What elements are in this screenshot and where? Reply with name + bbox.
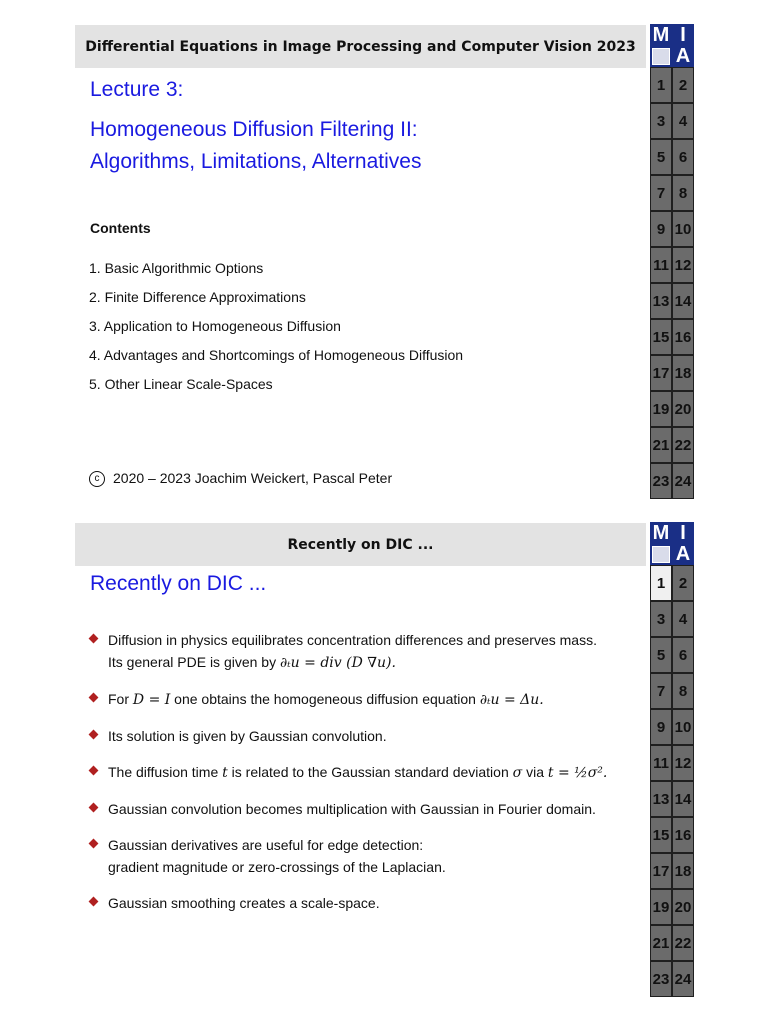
page-link-5[interactable]: 5 xyxy=(650,637,672,673)
page-link-6[interactable]: 6 xyxy=(672,637,694,673)
page-link-4[interactable]: 4 xyxy=(672,601,694,637)
contents-item[interactable]: 4. Advantages and Shortcomings of Homogeneous Diffusion xyxy=(89,347,464,363)
slide-navigation xyxy=(650,24,694,499)
page-number-row xyxy=(650,601,694,637)
page-link-16[interactable]: 16 xyxy=(672,319,694,355)
page-link-17[interactable]: 17 xyxy=(650,355,672,391)
page-number-row xyxy=(650,709,694,745)
bullet-item: The diffusion time t is related to the Gaussian standard deviation σ via t = ½σ². xyxy=(88,761,638,784)
page-link-21[interactable]: 21 xyxy=(650,427,672,463)
page-number-row xyxy=(650,565,694,601)
slide-header: Differential Equations in Image Processing and Computer Vision 2023 xyxy=(75,25,646,68)
slide-title: Recently on DIC ... xyxy=(90,572,267,595)
page-link-20[interactable]: 20 xyxy=(672,391,694,427)
page-number-row xyxy=(650,673,694,709)
university-seal-icon xyxy=(650,45,672,67)
page-number-row xyxy=(650,67,694,103)
page-link-3[interactable]: 3 xyxy=(650,103,672,139)
page-link-5[interactable]: 5 xyxy=(650,139,672,175)
contents-item[interactable]: 3. Application to Homogeneous Diffusion xyxy=(89,318,341,334)
slide-navigation xyxy=(650,522,694,997)
formula: ∂ₜu = div (D ∇u). xyxy=(279,655,396,671)
page-link-12[interactable]: 12 xyxy=(672,247,694,283)
contents-list xyxy=(89,260,463,405)
page-link-4[interactable]: 4 xyxy=(672,103,694,139)
page-link-11[interactable]: 11 xyxy=(650,745,672,781)
page-link-3[interactable]: 3 xyxy=(650,601,672,637)
page-link-17[interactable]: 17 xyxy=(650,853,672,889)
contents-heading: Contents xyxy=(90,220,151,236)
page-link-16[interactable]: 16 xyxy=(672,817,694,853)
page-number-row xyxy=(650,211,694,247)
page-link-18[interactable]: 18 xyxy=(672,853,694,889)
mia-letter-i: I xyxy=(680,23,686,46)
page-number-row xyxy=(650,427,694,463)
page-link-15[interactable]: 15 xyxy=(650,319,672,355)
page-number-row xyxy=(650,817,694,853)
slide-1 xyxy=(0,0,768,500)
mia-letter-m: M xyxy=(652,23,670,46)
page-link-7[interactable]: 7 xyxy=(650,175,672,211)
page-link-23[interactable]: 23 xyxy=(650,961,672,997)
page-number-row xyxy=(650,781,694,817)
bullet-item: Gaussian convolution becomes multiplication with Gaussian in Fourier domain. xyxy=(88,798,638,820)
slide-header: Recently on DIC ... xyxy=(75,523,646,566)
mia-letter-i: I xyxy=(680,521,686,544)
page-number-row xyxy=(650,391,694,427)
lecture-label: Lecture 3: xyxy=(90,78,184,101)
page-number-row xyxy=(650,925,694,961)
mia-letter-a: A xyxy=(675,45,691,67)
page-number-row xyxy=(650,355,694,391)
formula: t xyxy=(222,765,228,781)
bullet-item: Gaussian derivatives are useful for edge detection: gradient magnitude or zero-crossings of the Laplacian. xyxy=(88,834,638,878)
page-number-row xyxy=(650,283,694,319)
page-number-row xyxy=(650,175,694,211)
copyright-line xyxy=(89,470,392,487)
formula: D = I xyxy=(132,692,171,708)
page-number-grid xyxy=(650,565,694,997)
bullet-item: Diffusion in physics equilibrates concentration differences and preserves mass. Its general PDE is given by ∂ₜu = div (D ∇u). xyxy=(88,629,638,674)
mia-logo xyxy=(650,522,694,565)
page-link-10[interactable]: 10 xyxy=(672,709,694,745)
lecture-title-line-1: Homogeneous Diffusion Filtering II: xyxy=(90,118,418,141)
page-link-9[interactable]: 9 xyxy=(650,211,672,247)
bullet-list xyxy=(88,629,638,928)
page-link-1[interactable]: 1 xyxy=(650,67,672,103)
page-link-13[interactable]: 13 xyxy=(650,283,672,319)
page-number-grid xyxy=(650,67,694,499)
contents-item[interactable]: 5. Other Linear Scale-Spaces xyxy=(89,376,273,392)
page-number-row xyxy=(650,103,694,139)
page-link-22[interactable]: 22 xyxy=(672,925,694,961)
page-link-12[interactable]: 12 xyxy=(672,745,694,781)
page-link-20[interactable]: 20 xyxy=(672,889,694,925)
bullet-item: For D = I one obtains the homogeneous diffusion equation ∂ₜu = Δu. xyxy=(88,688,638,711)
page-link-2[interactable]: 2 xyxy=(672,67,694,103)
page-link-23[interactable]: 23 xyxy=(650,463,672,499)
formula: ∂ₜu = Δu. xyxy=(479,692,544,708)
page-link-19[interactable]: 19 xyxy=(650,391,672,427)
page-link-22[interactable]: 22 xyxy=(672,427,694,463)
page-number-row xyxy=(650,319,694,355)
page-link-24[interactable]: 24 xyxy=(672,961,694,997)
page-link-7[interactable]: 7 xyxy=(650,673,672,709)
page-link-18[interactable]: 18 xyxy=(672,355,694,391)
formula: σ xyxy=(512,765,523,781)
page-link-24[interactable]: 24 xyxy=(672,463,694,499)
copyright-text: 2020 – 2023 Joachim Weickert, Pascal Peter xyxy=(113,470,393,486)
mia-letter-m: M xyxy=(652,521,670,544)
page-link-14[interactable]: 14 xyxy=(672,781,694,817)
page-number-row xyxy=(650,961,694,997)
bullet-item: Its solution is given by Gaussian convolution. xyxy=(88,725,638,747)
formula: t = ½σ². xyxy=(547,765,608,781)
contents-item[interactable]: 2. Finite Difference Approximations xyxy=(89,289,306,305)
page-link-9[interactable]: 9 xyxy=(650,709,672,745)
page-number-row xyxy=(650,745,694,781)
page-link-1[interactable]: 1 xyxy=(650,565,672,601)
page-link-11[interactable]: 11 xyxy=(650,247,672,283)
page-number-row xyxy=(650,139,694,175)
page-number-row xyxy=(650,463,694,499)
mia-letter-a: A xyxy=(675,543,691,565)
page-number-row xyxy=(650,637,694,673)
page-link-15[interactable]: 15 xyxy=(650,817,672,853)
page-link-6[interactable]: 6 xyxy=(672,139,694,175)
contents-item[interactable]: 1. Basic Algorithmic Options xyxy=(89,260,264,276)
page-link-8[interactable]: 8 xyxy=(672,673,694,709)
copyright-icon: c xyxy=(89,471,105,487)
page-link-13[interactable]: 13 xyxy=(650,781,672,817)
university-seal-icon xyxy=(650,543,672,565)
lecture-title-line-2: Algorithms, Limitations, Alternatives xyxy=(90,150,422,173)
page-link-19[interactable]: 19 xyxy=(650,889,672,925)
page-link-2[interactable]: 2 xyxy=(672,565,694,601)
mia-logo xyxy=(650,24,694,67)
slide-2 xyxy=(0,498,768,998)
page-link-8[interactable]: 8 xyxy=(672,175,694,211)
page-link-14[interactable]: 14 xyxy=(672,283,694,319)
page-number-row xyxy=(650,853,694,889)
page-number-row xyxy=(650,247,694,283)
page-link-21[interactable]: 21 xyxy=(650,925,672,961)
page-link-10[interactable]: 10 xyxy=(672,211,694,247)
page-number-row xyxy=(650,889,694,925)
bullet-item: Gaussian smoothing creates a scale-space. xyxy=(88,892,638,914)
